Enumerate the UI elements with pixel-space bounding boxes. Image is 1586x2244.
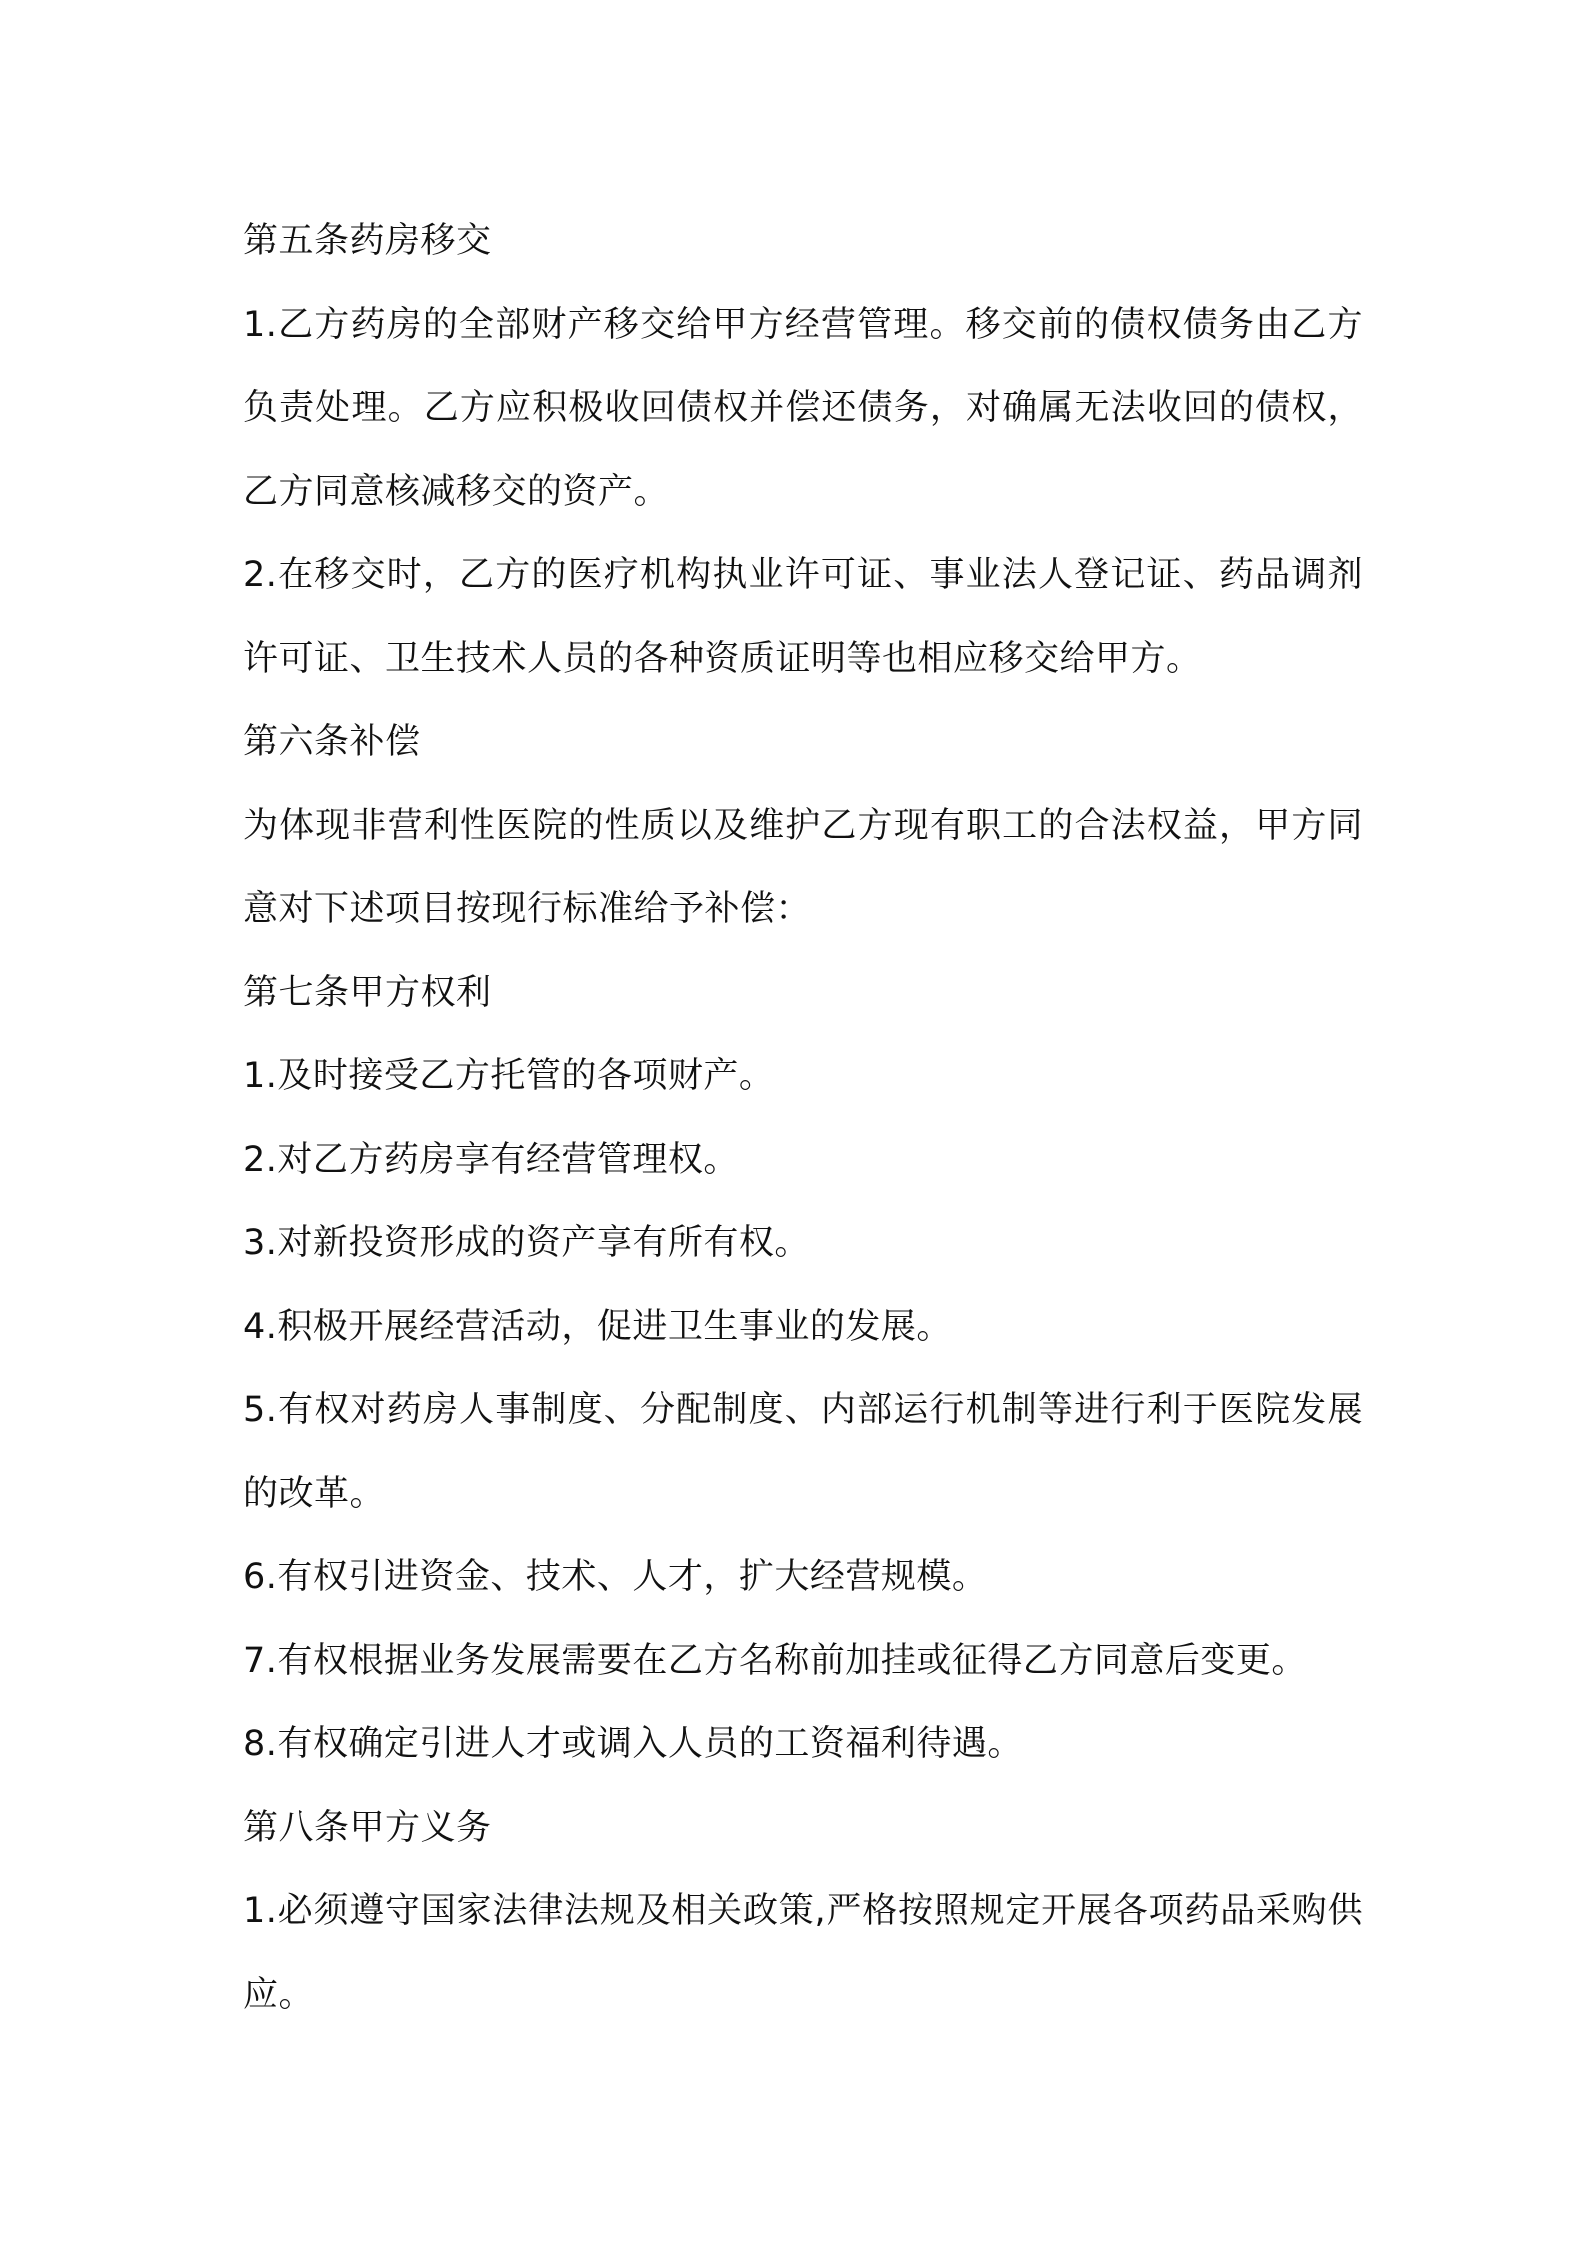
article-7-clause-3: 3.对新投资形成的资产享有所有权。 — [243, 1223, 810, 1263]
article-7-clause-5: 5.有权对药房人事制度、分配制度、内部运行机制等进行利于医院发展的改革。 — [243, 1390, 1363, 1514]
article-7-clause-2: 2.对乙方药房享有经营管理权。 — [243, 1139, 739, 1180]
document-body — [243, 200, 1363, 2037]
article-5-clause-1: 1.乙方药房的全部财产移交给甲方经营管理。移交前的债权债务由乙方负责处理。乙方应积极收回债权并偿还债务，对确属无法收回的债权，乙方同意核减移交的资产。 — [243, 304, 1363, 512]
section-heading-article-8: 第八条甲方义务 — [243, 1807, 492, 1848]
article-7-clause-8: 8.有权确定引进人才或调入人员的工资福利待遇。 — [243, 1724, 1023, 1764]
article-7-clause-4: 4.积极开展经营活动，促进卫生事业的发展。 — [243, 1306, 952, 1347]
article-6-text: 为体现非营利性医院的性质以及维护乙方现有职工的合法权益，甲方同意对下述项目按现行标准给予补偿： — [243, 805, 1363, 929]
article-7-clause-1: 1.及时接受乙方托管的各项财产。 — [243, 1056, 775, 1096]
article-8-clause-1: 1.必须遵守国家法律法规及相关政策,严格按照规定开展各项药品采购供应。 — [243, 1891, 1363, 2015]
article-7-clause-7: 7.有权根据业务发展需要在乙方名称前加挂或征得乙方同意后变更。 — [243, 1640, 1307, 1681]
section-heading-article-6: 第六条补偿 — [243, 722, 421, 762]
article-5-clause-2: 2.在移交时，乙方的医疗机构执业许可证、事业法人登记证、药品调剂许可证、卫生技术人员的各种资质证明等也相应移交给甲方。 — [243, 555, 1363, 679]
article-7-clause-6: 6.有权引进资金、技术、人才，扩大经营规模。 — [243, 1557, 988, 1597]
section-heading-article-7: 第七条甲方权利 — [243, 972, 492, 1013]
section-heading-article-5: 第五条药房移交 — [243, 221, 492, 261]
